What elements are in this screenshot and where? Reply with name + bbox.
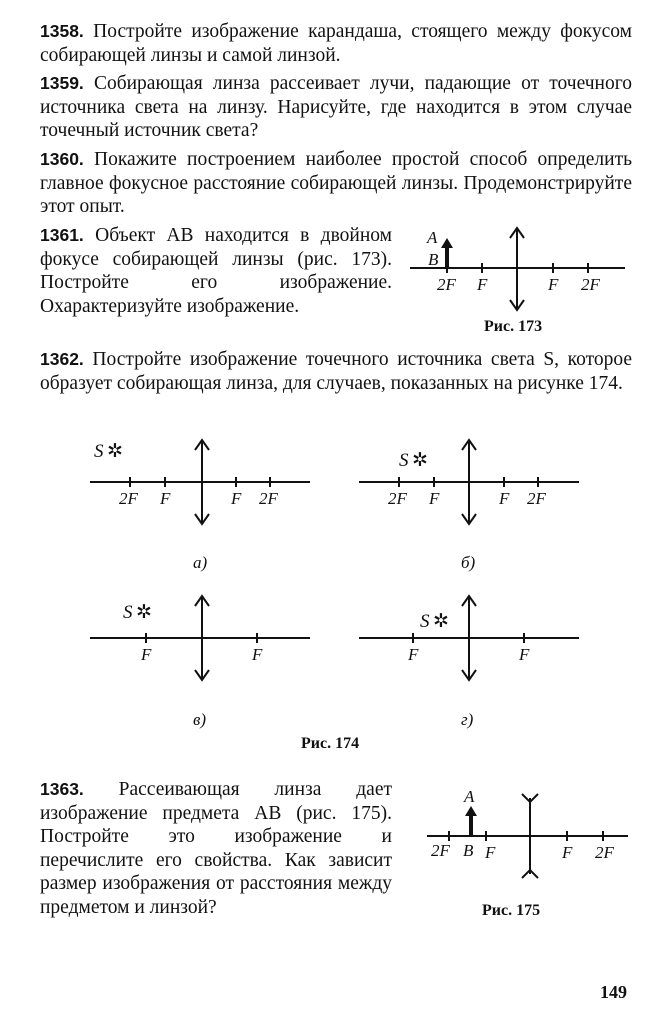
label-b: B [463, 841, 474, 860]
label-f-right: F [562, 843, 573, 862]
page-number: 149 [600, 982, 627, 1002]
problem-number: 1363. [40, 779, 84, 799]
label-f-left: F [485, 843, 496, 862]
label-s: S [94, 441, 104, 462]
figure-174-b [357, 436, 582, 528]
problem-number: 1362. [40, 349, 84, 369]
label-s: S [420, 611, 430, 632]
label-s: S [123, 602, 133, 623]
source-star-icon: ✲ [433, 611, 449, 632]
problem-1363 [40, 778, 392, 919]
figure-173 [405, 222, 635, 314]
problem-1362 [40, 348, 632, 395]
problem-text: Постройте изображение точечного источника света S, которое образует собирающая линза, для случаев, показанных на рисунке 174. [40, 349, 633, 394]
problem-1358 [40, 20, 632, 67]
figure-174-g [357, 592, 582, 684]
label-f-right: F [499, 489, 510, 508]
label-2f-left: 2F [388, 489, 407, 508]
subcaption-v: в) [193, 710, 207, 729]
problem-1360 [40, 148, 632, 219]
label-2f-left: 2F [119, 489, 138, 508]
problem-number: 1358. [40, 21, 84, 41]
subcaption-g: г) [461, 710, 474, 729]
caption-fig-174: Рис. 174 [301, 735, 360, 752]
subcaption-a: а) [193, 553, 208, 572]
caption-fig-175: Рис. 175 [482, 902, 541, 919]
figure-174-v [90, 592, 315, 684]
problem-1361 [40, 224, 392, 318]
problem-text: Покажите построением наиболее простой способ определить главное фокусное расстояние собирающей линзы. Продемонстрируйте этот опыт. [40, 149, 633, 217]
label-f-left: F [429, 489, 440, 508]
label-a: A [427, 228, 438, 247]
label-2f-right: 2F [595, 843, 614, 862]
label-2f-left: 2F [437, 275, 456, 294]
figure-174-a [90, 436, 315, 528]
object-arrowhead [465, 806, 477, 816]
problem-text: Постройте изображение карандаша, стоящего между фокусом собирающей линзы и самой линзой. [40, 21, 633, 66]
label-f-right: F [548, 275, 559, 294]
label-s: S [399, 450, 409, 471]
problem-number: 1361. [40, 225, 84, 245]
figure-175 [425, 786, 633, 878]
label-2f-right: 2F [527, 489, 546, 508]
label-f-left: F [408, 645, 419, 664]
source-star-icon: ✲ [136, 602, 152, 623]
label-f-right: F [519, 645, 530, 664]
object-arrowhead [441, 238, 453, 248]
label-f-right: F [231, 489, 242, 508]
label-f-left: F [141, 645, 152, 664]
label-2f-left: 2F [431, 841, 450, 860]
problem-1359 [40, 72, 632, 143]
label-b: B [428, 250, 439, 269]
problem-number: 1359. [40, 73, 84, 93]
source-star-icon: ✲ [412, 450, 428, 471]
label-f-right: F [252, 645, 263, 664]
problem-text: Объект AB находится в двойном фокусе собирающей линзы (рис. 173). Постройте его изображение. Охарактеризуйте изображение. [40, 225, 392, 317]
label-a: A [464, 787, 475, 806]
label-f-left: F [477, 275, 488, 294]
problem-number: 1360. [40, 149, 84, 169]
problem-text: Рассеивающая линза дает изображение предмета AB (рис. 175). Постройте это изображение и перечислите его свойства. Как зависит размер изображения от расстояния между предметом и линзой? [40, 779, 392, 918]
problem-text: Собирающая линза рассеивает лучи, падающие от точечного источника света на линзу. Нарисуйте, где находится в этом случае точечный источник света? [40, 73, 632, 141]
label-2f-right: 2F [581, 275, 600, 294]
caption-fig-173: Рис. 173 [484, 318, 543, 335]
source-star-icon: ✲ [107, 441, 123, 462]
label-f-left: F [160, 489, 171, 508]
label-2f-right: 2F [259, 489, 278, 508]
subcaption-b: б) [461, 553, 476, 572]
